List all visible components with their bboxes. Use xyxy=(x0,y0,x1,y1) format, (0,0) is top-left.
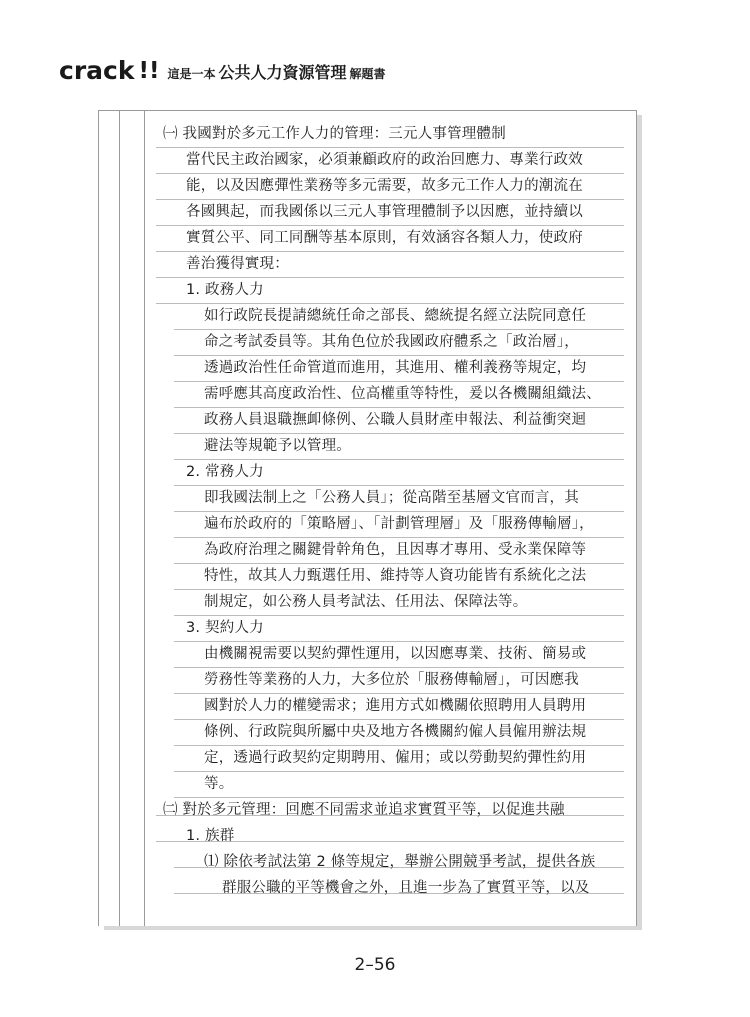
subheading-contract-staff: 3. 契約人力 xyxy=(186,620,264,636)
brand-logo: crack xyxy=(59,56,135,85)
row-rule xyxy=(174,511,624,512)
paragraph-line: 制規定，如公務人員考試法、任用法、保障法等。 xyxy=(204,594,528,610)
row-rule xyxy=(174,459,624,460)
subheading-civil-service: 2. 常務人力 xyxy=(186,464,264,480)
margin-column-rule-1 xyxy=(119,111,120,926)
book-title: 公共人力資源管理 xyxy=(218,63,347,82)
paragraph-line: 國對於人力的權變需求；進用方式如機關依照聘用人員聘用 xyxy=(204,698,587,714)
paragraph-line: 透過政治性任命管道而進用，其進用、權利義務等規定，均 xyxy=(204,360,587,376)
paragraph-line: 各國興起，而我國係以三元人事管理體制予以因應，並持續以 xyxy=(186,204,583,220)
paragraph-line: 遍布於政府的「策略層」、「計劃管理層」及「服務傳輸層」， xyxy=(204,516,594,532)
paragraph-line: 等。 xyxy=(204,776,234,792)
row-rule xyxy=(174,485,624,486)
margin-column-rule-2 xyxy=(144,111,145,926)
running-header xyxy=(59,57,386,83)
row-rule xyxy=(174,589,624,590)
paragraph-line: 善治獲得實現： xyxy=(186,256,289,272)
paragraph-line: 定，透過行政契約定期聘用、僱用；或以勞動契約彈性約用 xyxy=(204,750,587,766)
list-item-line: ⑴ 除依考試法第 2 條等規定，舉辦公開競爭考試，提供各族 xyxy=(204,854,596,870)
row-rule xyxy=(156,199,624,200)
row-rule xyxy=(156,251,624,252)
paragraph-line: 避法等規範予以管理。 xyxy=(204,438,351,454)
paragraph-line: 為政府治理之關鍵骨幹角色，且因專才專用、受永業保障等 xyxy=(204,542,587,558)
row-rule xyxy=(174,667,624,668)
row-rule xyxy=(156,225,624,226)
section-heading-2: ㈡ 對於多元管理：回應不同需求並追求實質平等，以促進共融 xyxy=(163,802,565,818)
row-rule xyxy=(156,147,624,148)
paragraph-line: 實質公平、同工同酬等基本原則，有效涵容各類人力，使政府 xyxy=(186,230,583,246)
paragraph-line: 即我國法制上之「公務人員」；從高階至基層文官而言，其 xyxy=(204,490,579,506)
row-rule xyxy=(174,355,624,356)
row-rule xyxy=(174,641,624,642)
paragraph-line: 能，以及因應彈性業務等多元需要，故多元工作人力的潮流在 xyxy=(186,178,583,194)
row-rule xyxy=(156,277,624,278)
row-rule xyxy=(174,329,624,330)
subheading-ethnicity: 1. 族群 xyxy=(186,828,235,844)
list-item-line: 群服公職的平等機會之外，且進一步為了實質平等，以及 xyxy=(222,880,590,896)
row-rule xyxy=(174,745,624,746)
row-rule xyxy=(174,433,624,434)
section-heading-1: ㈠ 我國對於多元工作人力的管理：三元人事管理體制 xyxy=(163,126,506,142)
paragraph-line: 由機關視需要以契約彈性運用，以因應專業、技術、簡易或 xyxy=(204,646,587,662)
row-rule xyxy=(174,563,624,564)
subheading-political-staff: 1. 政務人力 xyxy=(186,282,264,298)
paragraph-line: 需呼應其高度政治性、位高權重等特性，爰以各機關組織法、 xyxy=(204,386,601,402)
page-number: 2–56 xyxy=(354,955,396,975)
header-prefix: 這是一本 xyxy=(167,67,216,81)
row-rule xyxy=(174,537,624,538)
row-rule xyxy=(174,407,624,408)
row-rule xyxy=(174,719,624,720)
paragraph-line: 當代民主政治國家，必須兼顧政府的政治回應力、專業行政效 xyxy=(186,152,583,168)
paragraph-line: 勞務性等業務的人力，大多位於「服務傳輸層」，可因應我 xyxy=(204,672,579,688)
header-suffix: 解題書 xyxy=(349,67,386,81)
row-rule xyxy=(174,615,624,616)
paragraph-line: 命之考試委員等。其角色位於我國政府體系之「政治層」， xyxy=(204,334,579,350)
row-rule xyxy=(174,771,624,772)
paragraph-line: 政務人員退職撫卹條例、公職人員財產申報法、利益衝突迴 xyxy=(204,412,587,428)
brand-logo-bang: !! xyxy=(138,58,160,84)
paragraph-line: 特性，故其人力甄選任用、維持等人資功能皆有系統化之法 xyxy=(204,568,587,584)
paragraph-line: 如行政院長提請總統任命之部長、總統提名經立法院同意任 xyxy=(204,308,587,324)
row-rule xyxy=(156,173,624,174)
row-rule xyxy=(174,381,624,382)
row-rule xyxy=(174,797,624,798)
row-rule xyxy=(156,303,624,304)
row-rule xyxy=(174,693,624,694)
paragraph-line: 條例、行政院與所屬中央及地方各機關約僱人員僱用辦法規 xyxy=(204,724,587,740)
